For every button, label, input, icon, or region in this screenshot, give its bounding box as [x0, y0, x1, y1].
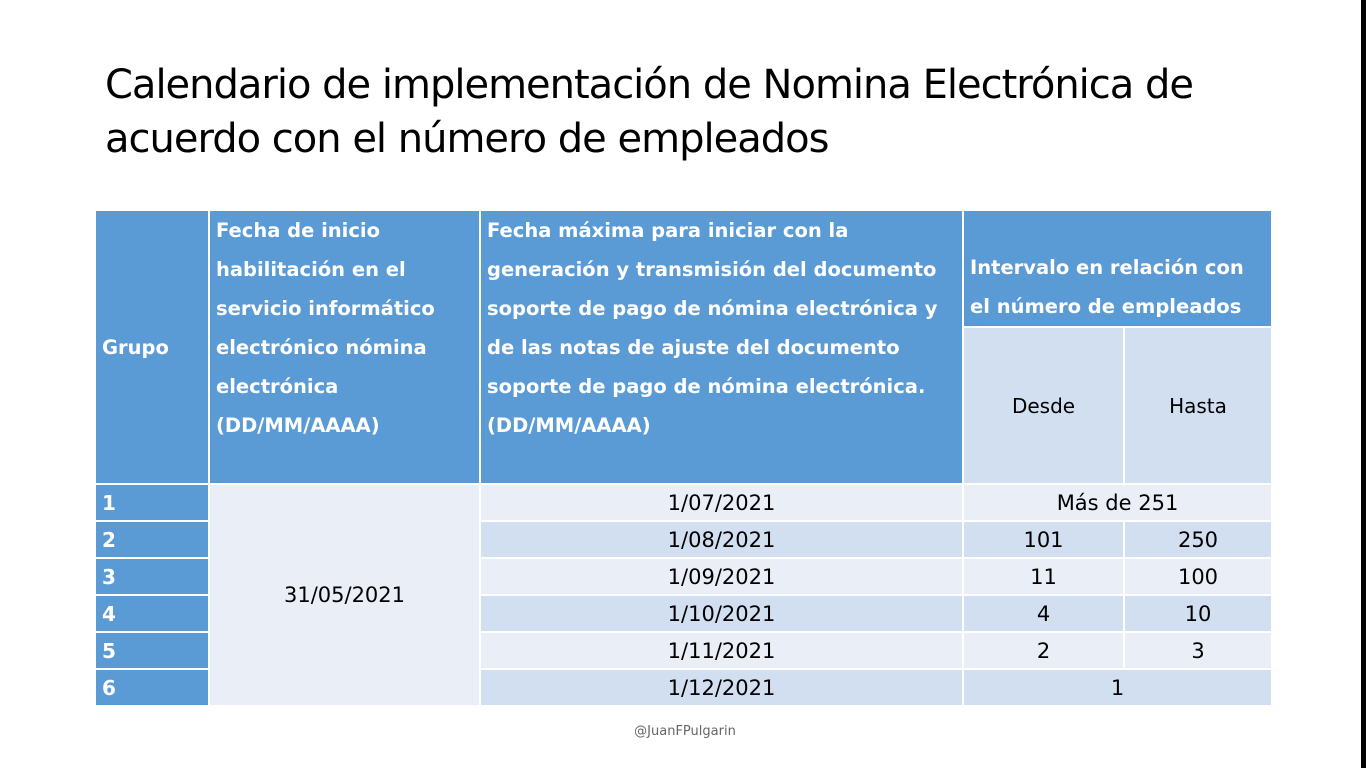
header-desde: Desde: [963, 327, 1124, 484]
header-intervalo: Intervalo en relación con el número de empleados: [963, 210, 1272, 327]
slide-title: Calendario de implementación de Nomina Electrónica de acuerdo con el número de empleados: [105, 62, 1193, 162]
row-hasta: 3: [1124, 632, 1272, 669]
row-grupo: 2: [95, 521, 209, 558]
slide-right-edge: [1361, 0, 1366, 768]
row-grupo: 3: [95, 558, 209, 595]
table-row: [95, 484, 1272, 521]
row-grupo: 6: [95, 669, 209, 706]
row-fecha-maxima: 1/07/2021: [480, 484, 963, 521]
row-fecha-maxima: 1/10/2021: [480, 595, 963, 632]
row-fecha-maxima: 1/08/2021: [480, 521, 963, 558]
row-desde: 11: [963, 558, 1124, 595]
header-fecha-inicio: Fecha de inicio habilitación en el servicio informático electrónico nómina electrónica (DD/MM/AAAA): [209, 210, 480, 484]
row-grupo: 5: [95, 632, 209, 669]
row-hasta: 100: [1124, 558, 1272, 595]
row-hasta: 10: [1124, 595, 1272, 632]
author-credit: @JuanFPulgarin: [634, 724, 736, 739]
header-grupo: Grupo: [95, 210, 209, 484]
row-grupo: 4: [95, 595, 209, 632]
schedule-table: [94, 209, 1273, 707]
header-fecha-maxima-text: Fecha máxima para iniciar con la generación y transmisión del documento soporte de pago de nómina electrónica y de las notas de ajuste del documento soporte de pago de nómina electrónica.: [487, 219, 938, 398]
header-fecha-maxima: [480, 210, 963, 484]
header-hasta: Hasta: [1124, 327, 1272, 484]
row-grupo: 1: [95, 484, 209, 521]
row-intervalo: Más de 251: [963, 484, 1272, 521]
row-hasta: 250: [1124, 521, 1272, 558]
fecha-inicio-cell: 31/05/2021: [209, 484, 480, 706]
row-fecha-maxima: 1/12/2021: [480, 669, 963, 706]
row-desde: 4: [963, 595, 1124, 632]
header-fecha-maxima-format: (DD/MM/AAAA): [487, 414, 651, 437]
row-fecha-maxima: 1/09/2021: [480, 558, 963, 595]
row-fecha-maxima: 1/11/2021: [480, 632, 963, 669]
row-desde: 2: [963, 632, 1124, 669]
row-desde: 101: [963, 521, 1124, 558]
row-intervalo: 1: [963, 669, 1272, 706]
